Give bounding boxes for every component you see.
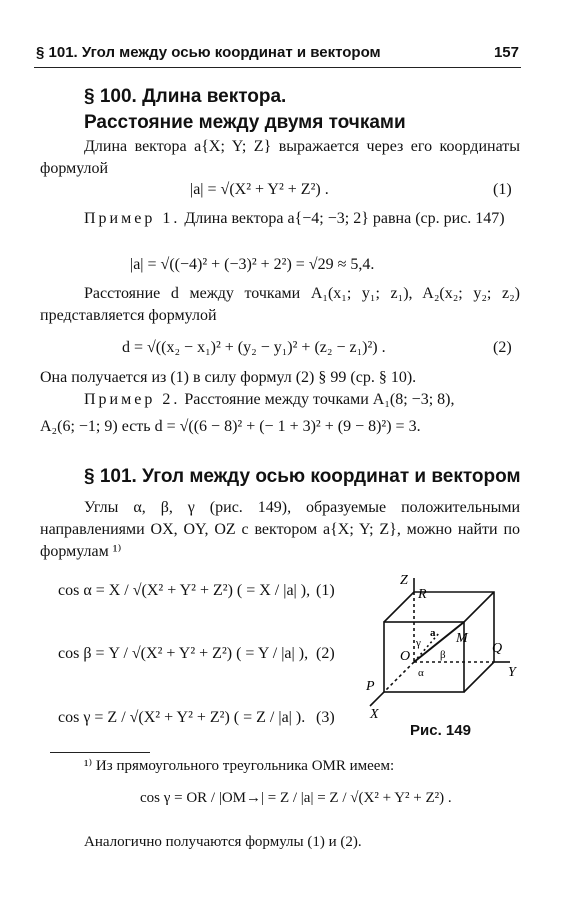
fig-label-gamma: γ <box>416 637 421 649</box>
cos-gamma-formula: cos γ = Z / √(X² + Y² + Z²) ( = Z / |a| ). <box>58 709 306 726</box>
footnote-formula: cos γ = OR / |OM→| = Z / |a| = Z / √(X² + Y² + Z²) . <box>140 790 452 806</box>
example-2-label: Пример 2. <box>84 391 181 408</box>
fig-label-o: O <box>400 649 411 664</box>
figure-caption: Рис. 149 <box>410 722 471 739</box>
formula-1: |a| = √(X² + Y² + Z²) . <box>190 181 329 198</box>
header-rule <box>34 67 521 68</box>
fig-label-alpha: α <box>418 667 424 679</box>
example-1-text: Длина вектора a{−4; −3; 2} равна (ср. рис. 147) <box>184 210 505 227</box>
cos-beta-number: (2) <box>316 645 335 662</box>
fig-label-beta: β <box>440 649 446 661</box>
formula-2: d = √((x₂ − x₁)² + (y₂ − y₁)² + (z₂ − z₁)²) . <box>122 339 386 356</box>
section-100-title: § 100. Длина вектора. Расстояние между двумя точками <box>84 86 406 133</box>
cos-beta-formula: cos β = Y / √(X² + Y² + Z²) ( = Y / |a| ), <box>58 645 309 662</box>
cos-alpha-formula: cos α = X / √(X² + Y² + Z²) ( = X / |a| ), <box>58 582 311 599</box>
footnote-rule <box>50 752 150 753</box>
figure-149-cube <box>360 572 530 722</box>
s100-paragraph-2: Расстояние d между точками A₁(x₁; y₁; z₁), A₂(x₂; y₂; z₂) представляется формулой <box>40 285 520 324</box>
fig-label-r: R <box>418 587 427 602</box>
formula-2-number: (2) <box>493 339 512 356</box>
fig-label-z: Z <box>400 573 408 588</box>
page-number: 157 <box>493 44 519 61</box>
fig-label-y: Y <box>508 665 516 680</box>
fig-label-m: M <box>456 631 468 646</box>
footnote-text: ¹⁾ Из прямоугольного треугольника OMR имеем: <box>84 758 395 774</box>
example-2 <box>40 389 520 411</box>
example-1 <box>40 208 520 230</box>
fig-label-q: Q <box>492 641 503 656</box>
s101-paragraph-1: Углы α, β, γ (рис. 149), образуемые положительными направлениями OX, OY, OZ с вектором a{X; Y; Z}, можно найти по формулам ¹⁾ <box>40 499 520 560</box>
section-101-title: § 101. Угол между осью координат и вектором <box>84 466 521 487</box>
cos-alpha-number: (1) <box>316 582 335 599</box>
footnote-last-line: Аналогично получаются формулы (1) и (2). <box>84 834 362 850</box>
formula-1-number: (1) <box>493 181 512 198</box>
example-2-formula: A₂(6; −1; 9) есть d = √((6 − 8)² + (− 1 + 3)² + (9 − 8)²) = 3. <box>40 418 421 435</box>
s100-paragraph-3: Она получается из (1) в силу формул (2) § 99 (ср. § 10). <box>40 369 417 386</box>
fig-label-a: a <box>430 627 436 639</box>
running-title: § 101. Угол между осью координат и вектором <box>36 44 381 61</box>
fig-label-x: X <box>370 707 379 722</box>
example-1-label: Пример 1. <box>84 210 181 227</box>
s100-paragraph-1: Длина вектора a{X; Y; Z} выражается через его координаты формулой <box>40 138 520 177</box>
cos-gamma-number: (3) <box>316 709 335 726</box>
example-1-formula: |a| = √((−4)² + (−3)² + 2²) = √29 ≈ 5,4. <box>130 256 375 273</box>
example-2-text: Расстояние между точками A₁(8; −3; 8), <box>184 391 455 408</box>
fig-label-p: P <box>366 679 375 694</box>
